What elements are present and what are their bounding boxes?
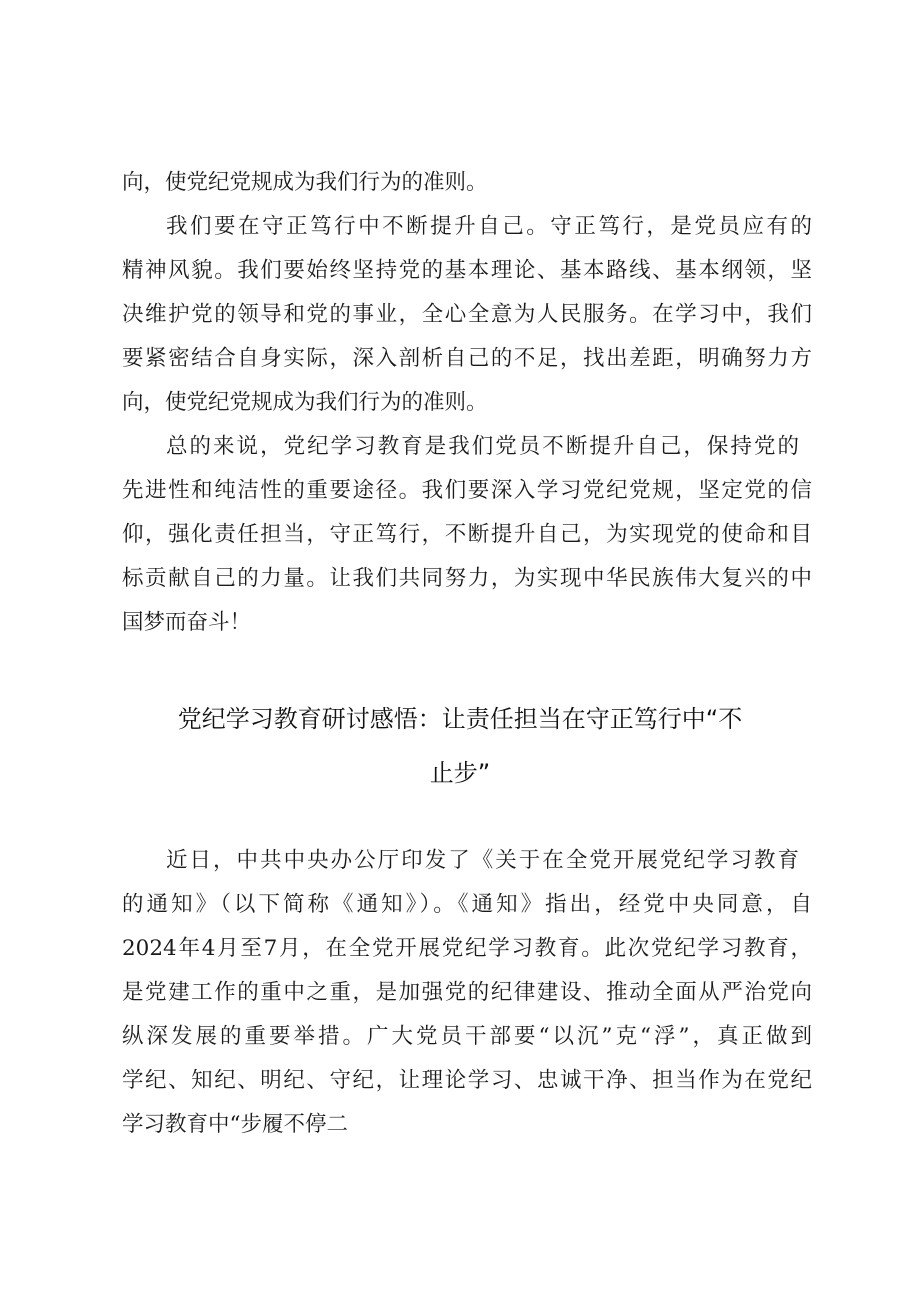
paragraph-line: 仰，强化责任担当，守正笃行，不断提升自己，为实现党的使命和目 [122, 522, 812, 547]
paragraph-line: 向，使党纪党规成为我们行为的准则。 [122, 390, 488, 415]
paragraph-line: 2024年4月至7月，在全党开展党纪学习教育。此次党纪学习教育， [122, 936, 812, 961]
paragraph-line: 学习教育中“步履不停二 [122, 1112, 348, 1137]
paragraph-line: 先进性和纯洁性的重要途径。我们要深入学习党纪党规，坚定党的信 [122, 478, 812, 503]
paragraph-line: 精神风貌。我们要始终坚持党的基本理论、基本路线、基本纲领，坚 [122, 258, 812, 283]
paragraph-line: 近日，中共中央办公厅印发了《关于在全党开展党纪学习教育 [166, 848, 799, 873]
article-title-line-2: 止步” [429, 759, 491, 787]
paragraph-line: 向，使党纪党规成为我们行为的准则。 [122, 170, 488, 195]
paragraph-line: 决维护党的领导和党的事业，全心全意为人民服务。在学习中，我们 [122, 302, 812, 327]
paragraph-line: 我们要在守正笃行中不断提升自己。守正笃行，是党员应有的 [166, 214, 812, 239]
paragraph-line: 是党建工作的重中之重，是加强党的纪律建设、推动全面从严治党向 [122, 980, 812, 1005]
paragraph-line: 的通知》（以下简称《通知》）。《通知》指出，经党中央同意，自 [122, 892, 812, 917]
paragraph-line: 总的来说，党纪学习教育是我们党员不断提升自己，保持党的 [166, 434, 799, 459]
paragraph-line: 要紧密结合自身实际，深入剖析自己的不足，找出差距，明确努力方 [122, 346, 812, 371]
paragraph-line: 国梦而奋斗！ [122, 610, 252, 635]
paragraph-line: 纵深发展的重要举措。广大党员干部要“以沉”克“浮”，真正做到 [122, 1024, 812, 1049]
paragraph-line: 标贡献自己的力量。让我们共同努力，为实现中华民族伟大复兴的中 [122, 566, 812, 591]
article-title-line-1: 党纪学习教育研讨感悟：让责任担当在守正笃行中“不 [177, 705, 743, 733]
paragraph-line: 学纪、知纪、明纪、守纪，让理论学习、忠诚干净、担当作为在党纪 [122, 1068, 812, 1093]
